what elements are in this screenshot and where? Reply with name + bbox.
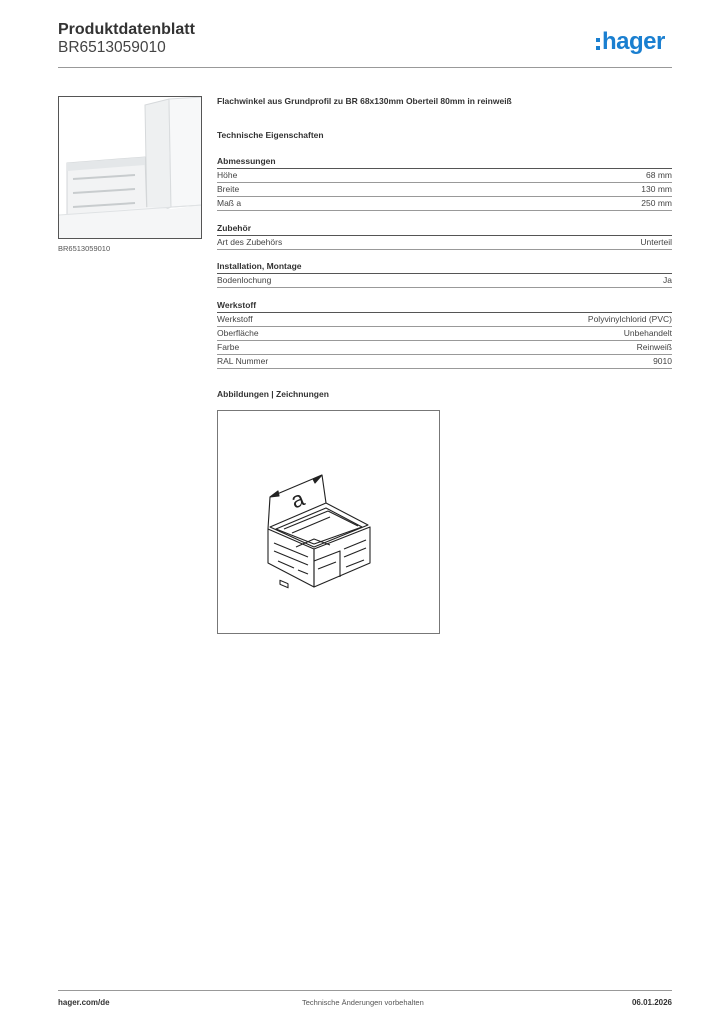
group-title: Werkstoff — [217, 299, 672, 313]
table-row: Oberfläche Unbehandelt — [217, 327, 672, 341]
product-title: Flachwinkel aus Grundprofil zu BR 68x130mm Oberteil 80mm in reinweiß — [217, 96, 512, 106]
footer-notice: Technische Änderungen vorbehalten — [302, 998, 424, 1007]
technical-heading: Technische Eigenschaften — [217, 130, 324, 140]
group-title: Abmessungen — [217, 155, 672, 169]
corner-duct-drawing-icon — [218, 411, 439, 633]
product-image — [58, 96, 202, 239]
group-dimensions — [217, 155, 672, 211]
group-accessory — [217, 222, 672, 250]
dimension-label: a — [287, 485, 308, 514]
table-row: Werkstoff Polyvinylchlorid (PVC) — [217, 313, 672, 327]
page-title: Produktdatenblatt — [58, 21, 195, 38]
table-row: Farbe Reinweiß — [217, 341, 672, 355]
group-material — [217, 299, 672, 369]
drawings-heading: Abbildungen | Zeichnungen — [217, 389, 329, 399]
table-row: Höhe 68 mm — [217, 169, 672, 183]
technical-drawing — [217, 410, 440, 634]
footer-website-link[interactable]: hager.com/de — [58, 998, 110, 1007]
table-row: Art des Zubehörs Unterteil — [217, 236, 672, 250]
image-caption: BR6513059010 — [58, 244, 111, 253]
header-divider — [58, 67, 672, 68]
product-photo-icon — [59, 97, 202, 239]
footer-date: 06.01.2026 — [631, 998, 672, 1007]
article-number: BR6513059010 — [58, 39, 166, 56]
group-title: Installation, Montage — [217, 260, 672, 274]
logo-colon-icon — [596, 38, 600, 50]
table-row: RAL Nummer 9010 — [217, 355, 672, 369]
table-row: Maß a 250 mm — [217, 197, 672, 211]
group-installation — [217, 260, 672, 288]
group-title: Zubehör — [217, 222, 672, 236]
table-row: Bodenlochung Ja — [217, 274, 672, 288]
logo-text: hager — [602, 28, 665, 55]
hager-logo — [596, 28, 665, 56]
table-row: Breite 130 mm — [217, 183, 672, 197]
footer-divider — [58, 990, 672, 991]
product-details — [217, 96, 672, 399]
